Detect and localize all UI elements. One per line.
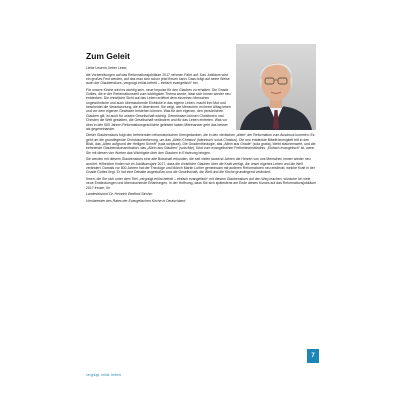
paragraph: die Vorbereitungen auf das Reformationsjubiläum 2017 nehmen Fahrt auf. Das Jubiläum wird ein großes Fest werden, auf das man sich schon jetzt freuen kann. Dazu trägt auf seine Weise auch der Glaubenskurs „vergnügt.erlöst.befreit – einfach evangelisch“ bei. <box>86 72 230 86</box>
page-number: 7 <box>307 349 319 363</box>
foreword-text <box>86 66 318 205</box>
paragraph: Dieser Glaubenskurs folgt den befreienden reformatorischen Kerngedanken, die in den vierfachen „allein“ der Reformation zum Ausdruck kommen: Es geht um die grundlegende Christusorientierung, um das „Allein Christus“ (lateinisch: solus Christus). Die neu entdeckte Bibelfrömmigkeit tritt in den Blick, das „Allein aufgrund der Heiligen Schrift“ (sola scriptura). Die Gnadentheologie, das „Allein aus Gnade“ (sola gratia), bleibt staunenswert, und die befreiende Glaubenskonzentration, das „Allein aus Glauben“ (sola fide), führt zum evangelischen Freiheitsverständnis. „Einfach evangelisch“ ist, wenn Sie mit diesen vier Worten das Wichtigste über den Glauben in Erfahrung bringen. <box>86 133 316 155</box>
paragraph-salutation: Liebe Leserin, lieber Leser, <box>86 66 128 70</box>
footer-slogan: vergnügt. erlöst. befreit. <box>86 373 122 377</box>
signature-title: Vorsitzender des Rates der Evangelischen Kirche in Deutschland <box>86 198 186 203</box>
paragraph: Für unsere Kirche wird es wichtig sein, neue Impulse für den Glauben zu erhalten. Die Gnade Gottes, die in der Reformationszeit zum wichtigsten Thema wurde, lässt sich immer wieder neu entdecken. Die christliche Sicht auf das Leben eröffnet dem einzelnen Menschen ungewöhnliche und auch überraschende Einblicke in das eigene Leben, macht ihm Mut und bescheidet die Verantwortung, die er übernimmt. Sie zeigt, wie Menschen im ihrem Alltag leben und vor dem eigenen Gewissen bestehen können. Was für den eigenen, den persönlichen Glauben gilt, ist auch für unsere Gesellschaft wichtig. Gemeinsam können Christinnen und Christen die Welt gestalten, die Gesellschaft verändern und für das Leben eintreten. Was vor über in den 500 Jahren Reformationsgeschichte geleistet haben Miteinander geht das besser als gegeneinander. <box>86 87 231 131</box>
paragraph: Ihnen, die Sie sich unter dem Titel „vergnügt.erlöst.befreit – einfach evangelisch“ mit diesem Glaubenskurs auf den Weg machen, wünsche ich viele neue Entdeckungen und überraschende Erfahrungen. In der Hoffnung, dass Sie sich spätestens am Ende dieses Kurses auf das Reformationsjubiläum 2017 freuen, Ihr <box>86 176 317 190</box>
page-title: Zum Geleit <box>86 51 130 61</box>
paragraph: Sie werden mit diesem Glaubenskurs eine alte Botschaft erkunden, die seit vielen tausend Jahren die Herzen von uns Menschen immer wieder neu anrührt. Hilfreicher finden wir im Jubiläumsjahr 2017, dass die christliche Glauben über die Kraft verfügt, die unser eigenes Leben und die Welt verändert. Damals vor 500 Jahren hat der Theologe und Mönch Martin Luther gemeinsam mit anderen Reformatoren neu entdeckt, welche Kraft in der Gnade Gottes liegt. Er hat eine Debatte angestoßen und die Gesellschaft, die Welt und die Kirche grundlegend verändert. <box>86 157 315 175</box>
signature-name: Landesbischof Dr. Heinrich Bedford-Strohm <box>86 192 153 197</box>
